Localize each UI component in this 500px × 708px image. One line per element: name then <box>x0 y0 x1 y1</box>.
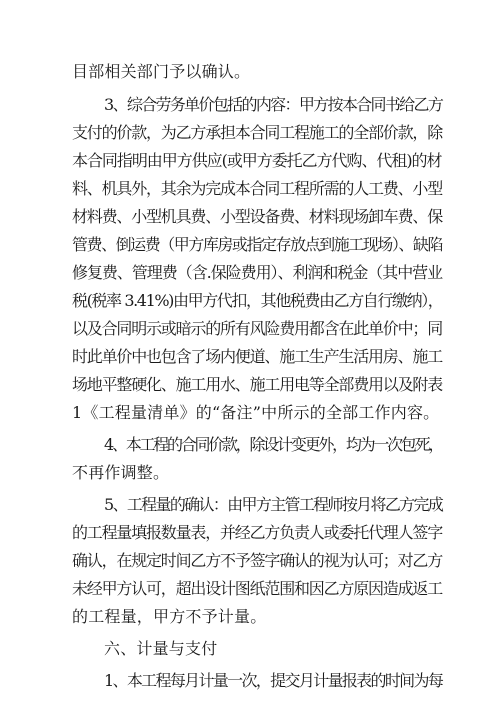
text-line-13: 1《工程量清单》的“备注”中所示的全部工作内容。 <box>72 403 440 422</box>
text-line-17: 的工程量填报数量表，并经乙方负责人或委托代理人签字 <box>72 523 443 542</box>
text-line-18: 确认，在规定时间乙方不予签字确认的视为认可；对乙方 <box>72 551 443 570</box>
text-line-16: 5、工程量的确认：由甲方主管工程师按月将乙方完成 <box>104 495 443 514</box>
text-line-14: 4、本工程的合同价款，除设计变更外，均为一次包死， <box>104 435 443 454</box>
text-line-7: 管费、倒运费（甲方库房或指定存放点到施工现场）、缺陷 <box>72 235 443 254</box>
text-line-20: 的工程量，甲方不予计量。 <box>72 607 267 626</box>
text-line-6: 材料费、小型机具费、小型设备费、材料现场卸车费、保 <box>72 207 443 226</box>
text-line-4: 本合同指明由甲方供应(或甲方委托乙方代购、代租)的材 <box>72 151 442 170</box>
text-line-15: 不再作调整。 <box>72 463 170 482</box>
text-line-3: 支付的价款，为乙方承担本合同工程施工的全部价款，除 <box>72 123 443 142</box>
text-line-2: 3、综合劳务单价包括的内容：甲方按本合同书给乙方 <box>104 95 443 114</box>
text-line-10: 以及合同明示或暗示的所有风险费用都含在此单价中；同 <box>72 319 443 338</box>
text-line-1: 目部相关部门予以确认。 <box>72 62 251 81</box>
section-heading: 六、计量与支付 <box>104 639 218 658</box>
text-line-22: 1、本工程每月计量一次，提交月计量报表的时间为每 <box>104 671 443 690</box>
text-line-8: 修复费、管理费（含.保险费用）、利润和税金（其中营业 <box>72 263 443 282</box>
text-line-5: 料、机具外，其余为完成本合同工程所需的人工费、小型 <box>72 179 443 198</box>
text-line-11: 时此单价中也包含了场内便道、施工生产生活用房、施工 <box>72 347 443 366</box>
text-line-12: 场地平整硬化、施工用水、施工用电等全部费用以及附表 <box>72 375 443 394</box>
text-line-19: 未经甲方认可，超出设计图纸范围和因乙方原因造成返工 <box>72 579 443 598</box>
text-line-9: 税(税率 3.41%)由甲方代扣，其他税费由乙方自行缴纳）， <box>72 291 443 310</box>
